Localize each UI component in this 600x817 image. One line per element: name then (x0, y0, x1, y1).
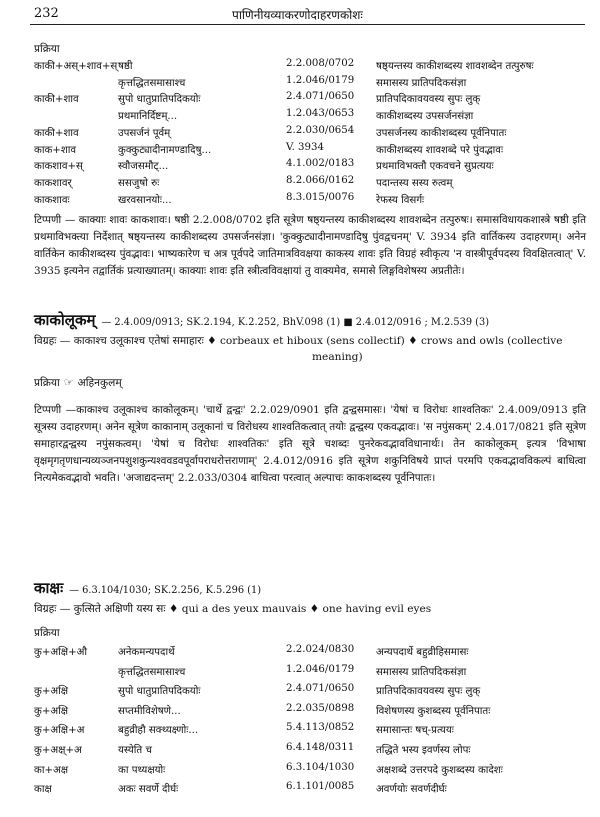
sutra-number-cell: 8.2.066/0162 (286, 174, 355, 186)
tippani-paragraph-2: टिप्पणी —काकाश्च उलूकाश्च काकोलूकम्। 'चार्थे द्वन्द्वः' 2.2.029/0901 इति द्वन्द्वसमासः। 'येषां च विरोधः शाश्वतिकः' 2.4.009/0913 इति सूत्रस्य उदाहरणम्। अनेन सूत्रेण काकानाम् उलूकानां च विरोधस्य शाश्वतिकत्वात् तयोः द्वन्द्वस्य एकवद्भावः। 'स नपुंसकम्' 2.4.017/0821 इति सूत्रेण समाहारद्वन्द्वस्य नपुंसकत्वम्। 'येषां च विरोधः शाश्वतिकः' इति सूत्रे चशब्दः पुनरेकवद्भावविधानार्थः। तेन काकोलूकम् इत्यत्र 'विभाषा वृक्षमृगतृणधान्यव्यञ्जनपशुशकुन्यश्ववडवपूर्वापराधरोत्तराणाम्' 2.4.012/0916 इति सूत्रेण शकुनिविषये प्राप्तं परमपि एकवद्भावविकल्पं बाधित्वा नित्यमेकवद्भावो भवति। 'अजाद्यदन्तम्' 2.2.033/0304 बाधित्वा परत्वात् अल्पाचः काकशब्दस्य पूर्वनिपातः। (34, 404, 586, 484)
vigraha-line: विग्रहः — काकाश्च उलूकाश्च एतेषां समाहारः ♦ corbeaux et hiboux (sens collectif) ♦ crows and owls (collective (34, 335, 563, 347)
form-cell: काकशाव+स् (34, 161, 83, 173)
form-cell: काकशावर् (34, 177, 72, 189)
explanation-cell: षष्ठ्यन्तस्य काकीशब्दस्य शावशब्देन तत्पुरुषः (376, 61, 534, 72)
sutra-cell: अनेकमन्यपदार्थे (118, 647, 175, 658)
sutra-number-cell: 1.2.043/0653 (286, 108, 355, 120)
running-title: पाणिनीयव्याकरणोदाहरणकोशः (232, 8, 363, 22)
prakriya-row (0, 108, 600, 122)
sutra-number-cell: 2.4.071/0650 (286, 683, 355, 695)
explanation-cell: उपसर्जनस्य काकीशब्दस्य पूर्वनिपातः (376, 127, 507, 139)
entry-refs: — 2.4.009/0913; SK.2.194, K.2.252, BhV.098 (1) ■ 2.4.012/0916 ; M.2.539 (3) (101, 317, 490, 328)
explanation-cell: अक्षशब्दे उत्तरपदे कुशब्दस्य कादेशः (376, 764, 503, 776)
form-cell: काक्ष (34, 784, 52, 796)
headword: काक्षः (34, 579, 64, 597)
explanation-cell: तद्धिते भस्य इवर्णस्य लोपः (376, 745, 471, 756)
entry-heading-kakolukam (34, 310, 489, 330)
explanation-cell: समासस्य प्रातिपदिकसंज्ञा (376, 77, 467, 89)
sutra-cell: अकः सवर्णे दीर्घः (118, 784, 179, 796)
prakriya-row (0, 75, 600, 89)
sutra-cell: प्रथमानिर्दिष्टम्... (118, 111, 178, 123)
sutra-number-cell: 2.2.030/0654 (286, 124, 355, 136)
sutra-cell: उपसर्जनं पूर्वम् (118, 127, 171, 139)
form-cell: कु+अक्षि (34, 705, 69, 717)
prakriya-row (0, 722, 600, 736)
sutra-cell: सुपो धातुप्रातिपदिकयोः (118, 94, 201, 106)
prakriya-row (0, 91, 600, 105)
headword: काकोलूकम् (34, 311, 96, 329)
vigraha-line: विग्रहः — कुत्सिते अक्षिणी यस्य सः ♦ qui a des yeux mauvais ♦ one having evil eyes (34, 603, 432, 615)
entry-heading-kaksah (34, 578, 261, 598)
entry-refs: — 6.3.104/1030; SK.2.256, K.5.296 (1) (69, 585, 262, 596)
sutra-cell: कृत्तद्धितसमासाश्च (118, 77, 186, 89)
sutra-cell: स्वौजसमौट्... (118, 161, 169, 173)
sutra-number-cell: 6.1.101/0085 (286, 781, 355, 793)
prakriya-row (0, 58, 600, 72)
sutra-cell: कृत्तद्धितसमासाश्च (118, 666, 186, 678)
sutra-cell: षष्ठी (118, 61, 133, 72)
explanation-cell: समासस्य प्रातिपदिकसंज्ञा (376, 666, 467, 678)
header-rule (30, 24, 585, 25)
prakriya-row (0, 781, 600, 795)
tippani-paragraph-1: टिप्पणी — काक्याः शावः काकशावः। षष्ठी 2.2.008/0702 इति सूत्रेण षष्ठ्यन्तस्य काकीशब्दस्य शावशब्देन तत्पुरुषः। समासविधायकशास्त्रे षष्ठी इति प्रथमाविभक्त्या निर्देशात् षष्ठ्यन्तस्य काकीशब्दस्य उपसर्जनसंज्ञा। 'कुक्कुट्यादीनामण्डादिषु पुंवद्वचनम्' V. 3934 इति वार्तिकस्य उदाहरणम्। अनेन वार्तिकेन काकीशब्दस्य पुंवद्भावः। भाष्यकारेण च अत्र पूर्वपदे जातिमात्रविवक्षया काकस्य शावः इति विग्रहं स्वीकृत्य 'न वास्त्रीपूर्वपदस्य विवक्षितत्वात्' V. 3935 इत्यनेन तद्वार्तिकं प्रत्याख्यातम्। काक्याः शावः इति स्त्रीत्वविवक्षायां तु वाक्यमेव, समासे लिङ्गविशेषस्य अप्रतीतेः। (34, 214, 586, 277)
explanation-cell: काकीशब्दस्य उपसर्जनसंज्ञा (376, 111, 474, 123)
form-cell: कु+अक्षि+अ (34, 725, 85, 737)
sutra-cell: सप्तमीविशेषणे... (118, 705, 181, 717)
form-cell: कु+अक्षि+औ (34, 647, 88, 658)
sutra-number-cell: 2.2.008/0702 (286, 58, 355, 69)
explanation-cell: विशेषणस्य कुशब्दस्य पूर्वनिपातः (376, 705, 491, 717)
pointing-hand-icon: ☞ (63, 376, 74, 389)
explanation-cell: अन्यपदार्थे बहुव्रीहिसमासः (376, 647, 469, 658)
sutra-number-cell: 6.3.104/1030 (286, 761, 355, 773)
prakriya-row (0, 192, 600, 206)
sutra-number-cell: 2.4.071/0650 (286, 91, 355, 103)
form-cell: का+अक्ष (34, 764, 69, 776)
sutra-number-cell: 2.2.024/0830 (286, 644, 355, 655)
explanation-cell: पदान्तस्य सस्य रुत्वम् (376, 177, 453, 189)
prakriya-label: प्रक्रिया (34, 43, 60, 55)
prakriya-row (0, 703, 600, 717)
sutra-cell: खरवसानयोः... (118, 194, 172, 206)
sutra-number-cell: 4.1.002/0183 (286, 158, 355, 170)
form-cell: काकी+शाव (34, 127, 79, 139)
crossref-word: अहिनकुलम् (77, 377, 122, 389)
sutra-number-cell: 6.4.148/0311 (286, 742, 355, 753)
sutra-number-cell: 5.4.113/0852 (286, 722, 355, 734)
sutra-number-cell: 1.2.046/0179 (286, 663, 355, 675)
vigraha-cont: meaning) (312, 351, 363, 363)
explanation-cell: काकीशब्दस्य शावशब्दे परे पुंवद्भावः (376, 144, 504, 156)
prakriya-row (0, 175, 600, 189)
form-cell: काक+शाव (34, 144, 77, 156)
sutra-number-cell: 1.2.046/0179 (286, 74, 355, 86)
sutra-cell: यस्येति च (118, 745, 152, 756)
form-cell: कु+अक्षि (34, 686, 69, 698)
explanation-cell: समासान्तः षच्-प्रत्ययः (376, 725, 454, 737)
sutra-cell: कुक्कुट्यादीनामण्डादिषु... (118, 144, 212, 156)
form-cell: काकशावः (34, 194, 70, 206)
prakriya-row (0, 125, 600, 139)
explanation-cell: प्रातिपदिकावयवस्य सुपः लुक् (376, 94, 481, 106)
sutra-cell: का पथ्यक्षयोः (118, 764, 166, 776)
prakriya-row (0, 644, 600, 658)
sutra-cell: बहुव्रीहौ सक्थ्यक्ष्णोः... (118, 725, 199, 737)
sutra-cell: ससजुषो रुः (118, 177, 160, 189)
form-cell: काकी+शाव (34, 94, 79, 106)
page-number: 232 (34, 6, 59, 21)
sutra-number-cell: 8.3.015/0076 (286, 191, 355, 203)
form-cell: काकी+अस्+शाव+स् (34, 61, 118, 72)
prakriya-row (0, 683, 600, 697)
form-cell: कु+अक्ष्+अ (34, 745, 82, 756)
prakriya-crossref (34, 376, 122, 390)
explanation-cell: रेफस्य विसर्गः (376, 194, 425, 206)
prakriya-row (0, 762, 600, 776)
prakriya-row (0, 158, 600, 172)
prakriya-label: प्रक्रिया (34, 377, 60, 389)
prakriya-row (0, 142, 600, 156)
prakriya-row (0, 664, 600, 678)
prakriya-row (0, 742, 600, 756)
sutra-number-cell: V. 3934 (286, 141, 324, 153)
sutra-number-cell: 2.2.035/0898 (286, 702, 355, 714)
sutra-cell: सुपो धातुप्रातिपदिकयोः (118, 686, 201, 698)
explanation-cell: अवर्णयोः सवर्णदीर्घः (376, 784, 447, 796)
explanation-cell: प्रथमाविभक्तौ एकवचने सुप्रत्ययः (376, 161, 494, 173)
prakriya-label: प्रक्रिया (34, 627, 60, 639)
explanation-cell: प्रातिपदिकावयवस्य सुपः लुक् (376, 686, 481, 698)
